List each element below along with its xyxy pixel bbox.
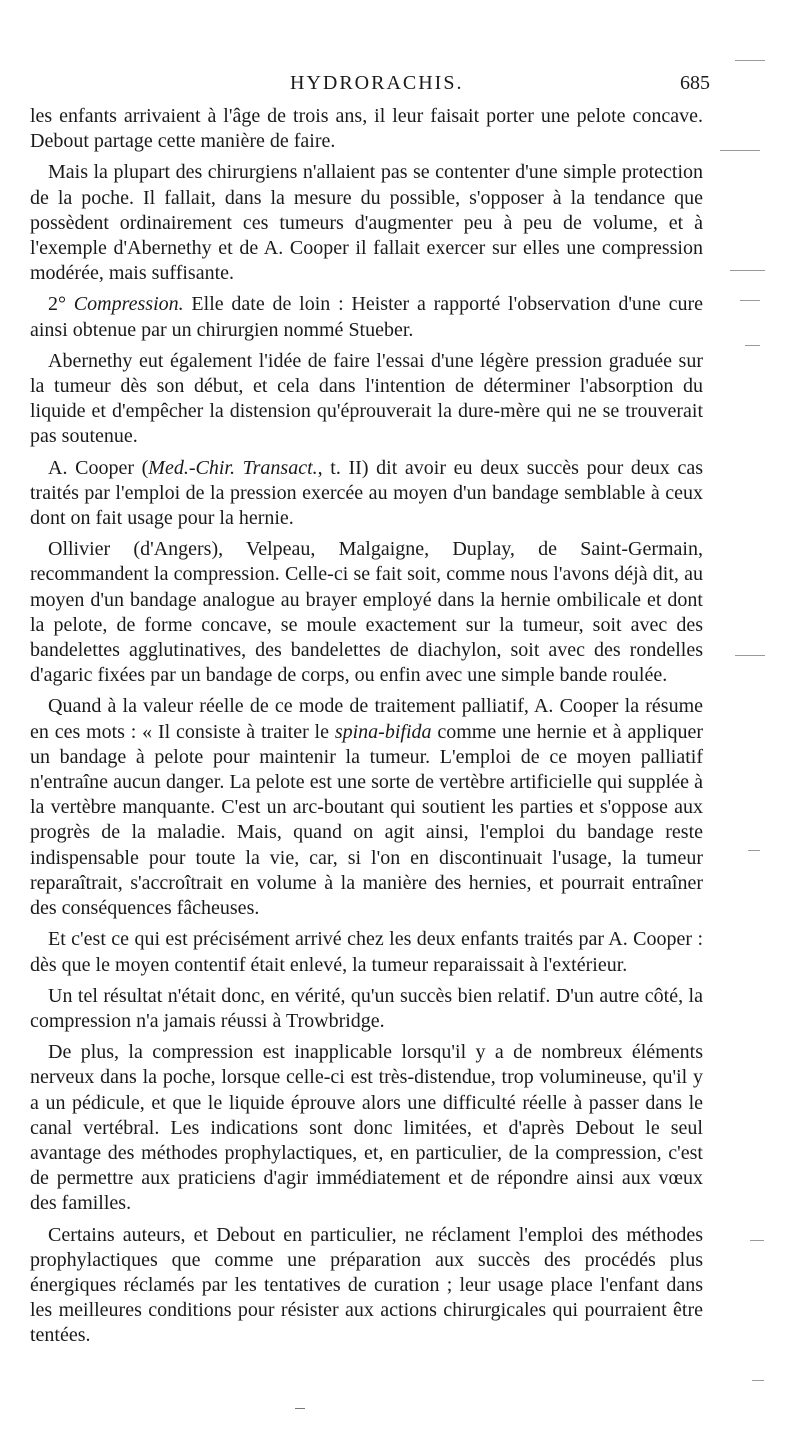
paragraph: A. Cooper (Med.-Chir. Transact., t. II) dit avoir eu deux succès pour deux cas traités par l'emploi de la pression exercée au moyen d'un bandage semblable à ceux dont on fait usage pour la hernie. — [30, 456, 703, 530]
scan-speck — [730, 270, 765, 271]
paragraph: Mais la plupart des chirurgiens n'allaient pas se contenter d'une simple protection de la poche. Il fallait, dans la mesure du possible, s'opposer à la tendance que possèdent ordinairement ces tumeurs d'augmenter peu à peu de volume, et à l'exemple d'Abernethy et de A. Cooper il fallait exercer sur elles une compression modérée, mais suffisante. — [30, 161, 703, 285]
italic-term: spina-bifida — [334, 720, 432, 743]
paragraph: Quand à la valeur réelle de ce mode de traitement palliatif, A. Cooper la résume en ces mots : « Il consiste à traiter le spina-bifida comme une hernie et à appliquer un bandage à pelote pour maintenir la tumeur. L'emploi de ce moyen palliatif n'entraîne aucun danger. La pelote est une sorte de vertèbre artificielle qui supplée à la vertèbre manquante. C'est un arc-boutant qui soutient les parties et s'oppose aux progrès de la maladie. Mais, quand on agit ainsi, l'emploi du bandage reste indispensable pour toute la vie, car, si l'on en discontinuait l'usage, la tumeur reparaîtrait, s'accroîtrait en volume à la manière des hernies, et pourrait entraîner des conséquences fâcheuses. — [30, 695, 703, 920]
paragraph: Abernethy eut également l'idée de faire l'essai d'une légère pression graduée sur la tumeur dès son début, et cela dans l'intention de déterminer l'absorption du liquide et d'empêcher la distension qu'éprouverait la dure-mère qui ne se trouverait pas soutenue. — [30, 349, 703, 448]
citation-title: Med.-Chir. Transact. — [148, 456, 318, 479]
paragraph: Un tel résultat n'était donc, en vérité, qu'un succès bien relatif. D'un autre côté, la compression n'a jamais réussi à Trowbridge. — [30, 984, 703, 1032]
paragraph: De plus, la compression est inapplicable lorsqu'il y a de nombreux éléments nerveux dans la poche, lorsque celle-ci est très-distendue, trop volumineuse, qu'il y a un pédicule, et que le liquide éprouve alors une difficulté réelle à passer dans le canal vertébral. Les indications sont donc limitées, et d'après Debout le seul avantage des méthodes prophylactiques, et, en particulier, de la compression, c'est de permettre aux praticiens d'agir immédiatement et de répondre ainsi aux vœux des familles. — [30, 1041, 703, 1215]
running-head — [30, 72, 710, 100]
scan-speck — [740, 300, 760, 301]
running-title: HYDRORACHIS. — [290, 72, 464, 94]
page-number: 685 — [680, 72, 710, 94]
paragraph: Ollivier (d'Angers), Velpeau, Malgaigne, Duplay, de Saint-Germain, recommandent la compression. Celle-ci se fait soit, comme nous l'avons déjà dit, au moyen d'un bandage analogue au brayer employé dans la hernie ombilicale et dont la pelote, de forme concave, se moule exactement sur la tumeur, soit avec des bandelettes agglutinatives, des bandelettes de diachylon, soit avec des rondelles d'agaric fixées par un bandage de corps, ou enfin avec une simple bande roulée. — [30, 538, 703, 687]
scan-speck — [720, 150, 760, 151]
paragraph: 2° Compression. Elle date de loin : Heister a rapporté l'observation d'une cure ainsi obtenue par un chirurgien nommé Stueber. — [30, 293, 703, 341]
scan-speck — [745, 345, 760, 346]
section-heading: Compression. — [73, 293, 184, 316]
scan-speck — [295, 1408, 305, 1409]
scan-speck — [750, 1240, 764, 1241]
scan-speck — [752, 1380, 764, 1381]
paragraph: Et c'est ce qui est précisément arrivé chez les deux enfants traités par A. Cooper : dès que le moyen contentif était enlevé, la tumeur reparaissait à l'extérieur. — [30, 928, 703, 976]
scan-speck — [735, 655, 765, 656]
paragraph: les enfants arrivaient à l'âge de trois ans, il leur faisait porter une pelote concave. Debout partage cette manière de faire. — [30, 105, 703, 153]
body-text — [30, 104, 703, 1349]
paragraph: Certains auteurs, et Debout en particulier, ne réclament l'emploi des méthodes prophylactiques que comme une préparation aux succès des procédés plus énergiques réclamés par les tentatives de curation ; leur usage place l'enfant dans les meilleures conditions pour résister aux actions chirurgicales qui pourraient être tentées. — [30, 1223, 703, 1347]
scan-speck — [735, 60, 765, 61]
scan-speck — [748, 850, 760, 851]
